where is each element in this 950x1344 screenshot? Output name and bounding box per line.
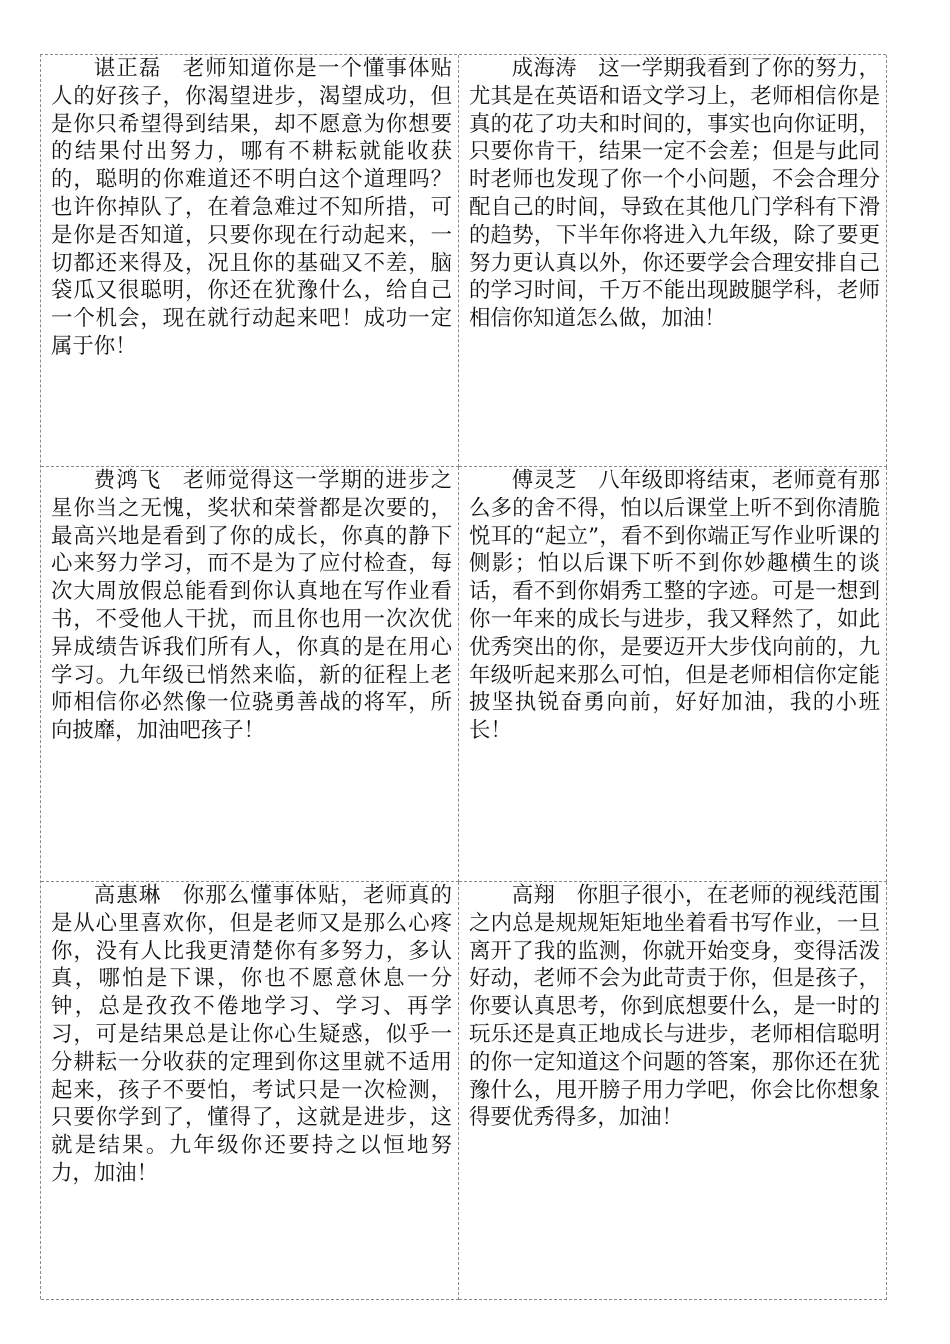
comment-paragraph — [469, 882, 880, 1132]
student-name: 谌正磊 — [93, 56, 162, 81]
comment-paragraph — [51, 882, 452, 1188]
comment-card — [41, 467, 459, 882]
comment-text: 你胆子很小，在老师的视线范围之内总是规规矩矩地坐着看书写作业，一旦离开了我的监测，你就开始变身，变得活泼好动，老师不会为此苛责于你，但是孩子，你要认真思考，你到底想要什么，是一时的玩乐还是真正地成长与进步，老师相信聪明的你一定知道这个问题的答案，那你还在犹豫什么，甩开膀子用力学吧，你会比你想象得要优秀得多，加油！ — [469, 883, 880, 1131]
comment-text: 这一学期我看到了你的努力，尤其是在英语和语文学习上，老师相信你是真的花了功夫和时间的，事实也向你证明，只要你肯干，结果一定不会差；但是与此同时老师也发现了你一个小问题，不会合理分配自己的时间，导致在其他几门学科有下滑的趋势，下半年你将进入九年级，除了要更努力更认真以外，你还要学会合理安排自己的学习时间，千万不能出现跛腿学科，老师相信你知道怎么做，加油！ — [469, 56, 880, 332]
comment-paragraph — [51, 55, 452, 361]
comment-text: 八年级即将结束，老师竟有那么多的舍不得，怕以后课堂上听不到你清脆悦耳的“起立”，看不到你端正写作业听课的侧影；怕以后课下听不到你妙趣横生的谈话，看不到你娟秀工整的字迹。可是一想到你一年来的成长与进步，我又释然了，如此优秀突出的你，是要迈开大步伐向前的，九年级听起来那么可怕，但是老师相信你定能披坚执锐奋勇向前，好好加油，我的小班长！ — [469, 468, 880, 744]
student-name: 成海涛 — [511, 56, 577, 81]
comment-paragraph — [469, 467, 880, 745]
comment-paragraph — [51, 467, 452, 745]
comment-paragraph — [469, 55, 880, 333]
comment-grid — [40, 54, 886, 1299]
student-name: 高翔 — [511, 883, 556, 908]
comment-card — [41, 55, 459, 467]
comment-card — [41, 882, 459, 1300]
comment-text: 老师知道你是一个懂事体贴人的好孩子，你渴望进步，渴望成功，但是你只希望得到结果，却不愿意为你想要的结果付出努力，哪有不耕耘就能收获的，聪明的你难道还不明白这个道理吗？也许你掉队了，在着急难过不知所措，可是你是否知道，只要你现在行动起来，一切都还来得及，况且你的基础又不差，脑袋瓜又很聪明，你还在犹豫什么，给自己一个机会，现在就行动起来吧！成功一定属于你！ — [51, 56, 452, 359]
comment-card — [459, 55, 887, 467]
comment-card — [459, 467, 887, 882]
comment-text: 你那么懂事体贴，老师真的是从心里喜欢你，但是老师又是那么心疼你，没有人比我更清楚你有多努力，多认真，哪怕是下课，你也不愿意休息一分钟，总是孜孜不倦地学习、学习、再学习，可是结果总是让你心生疑惑，似乎一分耕耘一分收获的定理到你这里就不适用起来，孩子不要怕，考试只是一次检测，只要你学到了，懂得了，这就是进步，这就是结果。九年级你还要持之以恒地努力，加油！ — [51, 883, 452, 1186]
student-name: 费鸿飞 — [93, 468, 162, 493]
comment-card — [459, 882, 887, 1300]
student-name: 傅灵芝 — [511, 468, 577, 493]
student-name: 高惠琳 — [93, 883, 162, 908]
comment-text: 老师觉得这一学期的进步之星你当之无愧，奖状和荣誉都是次要的，最高兴地是看到了你的成长，你真的静下心来努力学习，而不是为了应付检查，每次大周放假总能看到你认真地在写作业看书，不受他人干扰，而且你也用一次次优异成绩告诉我们所有人，你真的是在用心学习。九年级已悄然来临，新的征程上老师相信你必然像一位骁勇善战的将军，所向披靡，加油吧孩子！ — [51, 468, 452, 744]
